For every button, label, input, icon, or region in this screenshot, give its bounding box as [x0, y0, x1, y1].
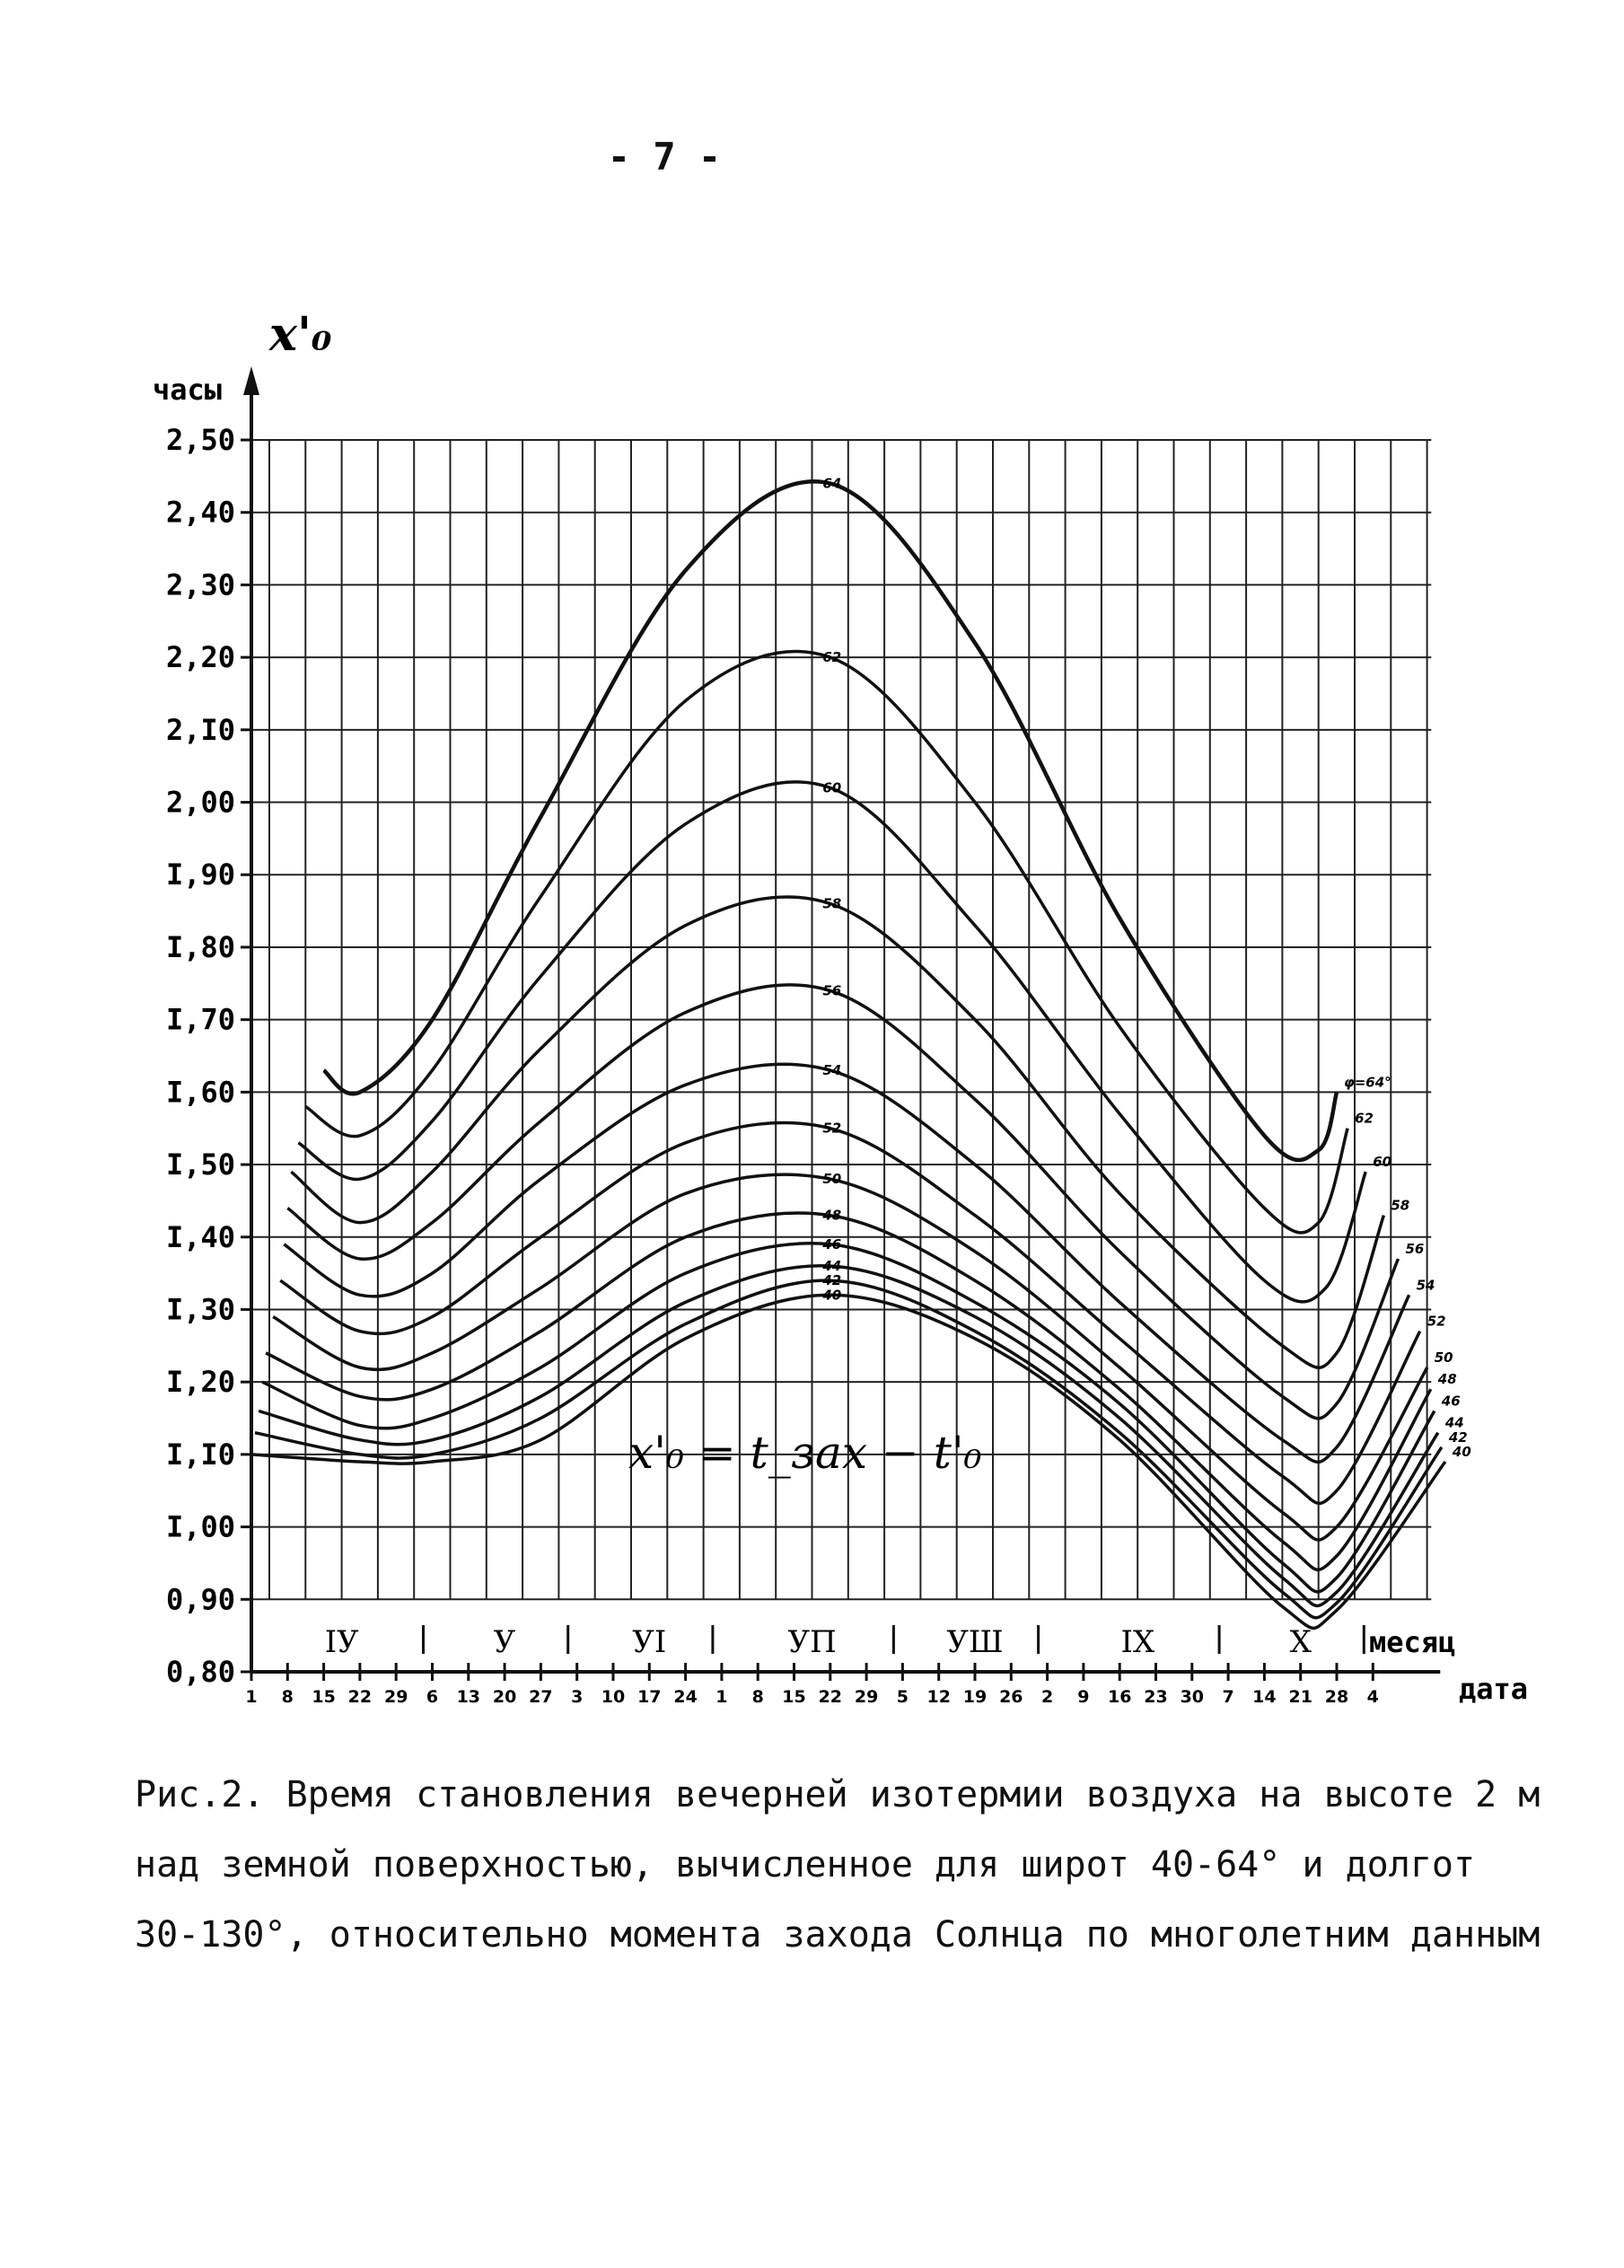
- y-tick-label: 2,50: [165, 423, 235, 457]
- series-end-label: 62: [1355, 1110, 1374, 1127]
- y-tick-label: 2,00: [165, 785, 235, 820]
- y-tick-label: 2,30: [165, 567, 235, 602]
- date-tick-label: 15: [312, 1687, 336, 1707]
- month-label: УI: [632, 1624, 667, 1660]
- date-tick-label: 7: [1222, 1687, 1234, 1707]
- y-axis-unit: часы: [153, 373, 223, 407]
- date-tick-label: 10: [601, 1687, 626, 1707]
- y-tick-label: I,70: [165, 1002, 235, 1037]
- series-line-56: [287, 985, 1398, 1419]
- y-tick-label: I,90: [165, 857, 235, 892]
- caption-line-2: над земной поверхностью, вычисленное для широт 40-64° и долгот: [135, 1844, 1476, 1886]
- y-tick-label: I,20: [165, 1365, 235, 1400]
- date-tick-label: 2: [1040, 1687, 1054, 1707]
- series-line-64: [324, 481, 1337, 1160]
- caption-line-1: Рис.2. Время становления вечерней изотермии воздуха на высоте 2 м: [135, 1774, 1541, 1815]
- chart-grid: [251, 440, 1431, 1599]
- series-peak-label: 54: [822, 1062, 842, 1079]
- date-tick-label: 27: [529, 1687, 553, 1707]
- series-line-62: [305, 651, 1347, 1232]
- month-label: У: [493, 1624, 516, 1660]
- y-axis-title: x'₀: [269, 307, 332, 362]
- date-tick-label: 1: [245, 1687, 258, 1707]
- date-tick-label: 13: [456, 1687, 481, 1707]
- date-tick-label: 21: [1288, 1687, 1312, 1707]
- date-tick-label: 9: [1077, 1687, 1090, 1707]
- y-axis-arrow: [243, 366, 259, 395]
- series-peak-label: 60: [822, 779, 842, 796]
- series-peak-label: 40: [822, 1287, 842, 1304]
- date-tick-label: 6: [426, 1687, 439, 1707]
- y-tick-label: 2,I0: [165, 712, 235, 747]
- date-tick-label: 3: [571, 1687, 584, 1707]
- y-tick-label: I,00: [165, 1509, 235, 1544]
- series-end-label: 58: [1391, 1197, 1410, 1214]
- month-axis-label: месяц: [1369, 1625, 1456, 1659]
- date-axis-label: дата: [1459, 1672, 1529, 1706]
- series-end-label: 48: [1437, 1371, 1457, 1388]
- series-peak-label: 58: [822, 895, 842, 912]
- date-tick-label: 1: [715, 1687, 728, 1707]
- series-end-label: φ=64°: [1344, 1074, 1391, 1091]
- series-end-label: 46: [1441, 1393, 1461, 1410]
- series-line-60: [298, 782, 1365, 1302]
- date-tick-label: 4: [1366, 1687, 1379, 1707]
- series-peak-label: 46: [822, 1235, 842, 1253]
- series-end-label: 42: [1448, 1428, 1468, 1446]
- date-tick-label: 22: [347, 1687, 373, 1707]
- chart-formula: x'₀ = t_зах − t'₀: [628, 1427, 982, 1479]
- chart-axes: [241, 366, 1440, 1681]
- series-end-label: 44: [1444, 1414, 1464, 1431]
- date-tick-label: 15: [782, 1687, 806, 1707]
- y-tick-label: I,80: [165, 929, 235, 964]
- date-tick-label: 17: [637, 1687, 662, 1707]
- date-tick-label: 16: [1107, 1687, 1132, 1707]
- date-tick-label: 23: [1144, 1687, 1168, 1707]
- series-end-label: 54: [1416, 1277, 1435, 1294]
- month-label: X: [1289, 1624, 1312, 1660]
- date-tick-label: 29: [854, 1687, 879, 1707]
- series-end-label: 50: [1434, 1349, 1453, 1367]
- series-end-label: 40: [1452, 1443, 1471, 1460]
- date-tick-label: 5: [896, 1687, 909, 1707]
- date-tick-label: 30: [1180, 1687, 1205, 1707]
- y-tick-label: I,60: [165, 1075, 235, 1110]
- date-tick-label: 8: [751, 1687, 764, 1707]
- series-peak-label: 64: [822, 475, 842, 492]
- month-label: IX: [1120, 1624, 1155, 1660]
- series-end-label: 56: [1405, 1240, 1425, 1257]
- series-line-54: [284, 1064, 1409, 1462]
- y-tick-label: 0,90: [165, 1582, 235, 1617]
- date-tick-label: 19: [962, 1687, 988, 1707]
- series-peak-label: 50: [822, 1171, 842, 1188]
- date-tick-label: 26: [999, 1687, 1023, 1707]
- series-peak-label: 42: [822, 1272, 842, 1289]
- series-end-label: 52: [1426, 1313, 1446, 1330]
- date-tick-label: 12: [926, 1687, 951, 1707]
- date-tick-label: 8: [281, 1687, 294, 1707]
- month-label: УП: [787, 1624, 837, 1660]
- y-tick-label: I,50: [165, 1147, 235, 1182]
- page-number: - 7 -: [607, 135, 722, 179]
- series-peak-label: 56: [822, 982, 842, 999]
- series-line-50: [273, 1174, 1427, 1540]
- date-tick-label: 20: [492, 1687, 517, 1707]
- month-label: УШ: [946, 1624, 1004, 1660]
- month-label: IУ: [324, 1624, 359, 1660]
- y-tick-label: I,40: [165, 1219, 235, 1254]
- chart-labels: [153, 307, 1528, 1707]
- y-tick-label: I,I0: [165, 1437, 235, 1472]
- date-tick-label: 29: [383, 1687, 408, 1707]
- y-tick-label: 2,40: [165, 495, 235, 530]
- series-peak-label: 52: [822, 1120, 842, 1137]
- caption-line-3: 30-130°, относительно момента захода Солнца по многолетним данным: [135, 1914, 1541, 1956]
- date-tick-label: 24: [673, 1687, 698, 1707]
- y-tick-label: 2,20: [165, 640, 235, 675]
- date-tick-label: 28: [1324, 1687, 1349, 1707]
- figure-caption: [135, 1760, 1541, 1970]
- series-peak-label: 48: [822, 1207, 842, 1224]
- y-tick-label: 0,80: [165, 1655, 235, 1689]
- series-peak-label: 62: [822, 649, 842, 666]
- y-tick-label: I,30: [165, 1292, 235, 1327]
- series-end-label: 60: [1373, 1154, 1392, 1171]
- series-peak-label: 44: [822, 1258, 842, 1275]
- date-tick-label: 22: [818, 1687, 843, 1707]
- date-tick-label: 14: [1252, 1687, 1277, 1707]
